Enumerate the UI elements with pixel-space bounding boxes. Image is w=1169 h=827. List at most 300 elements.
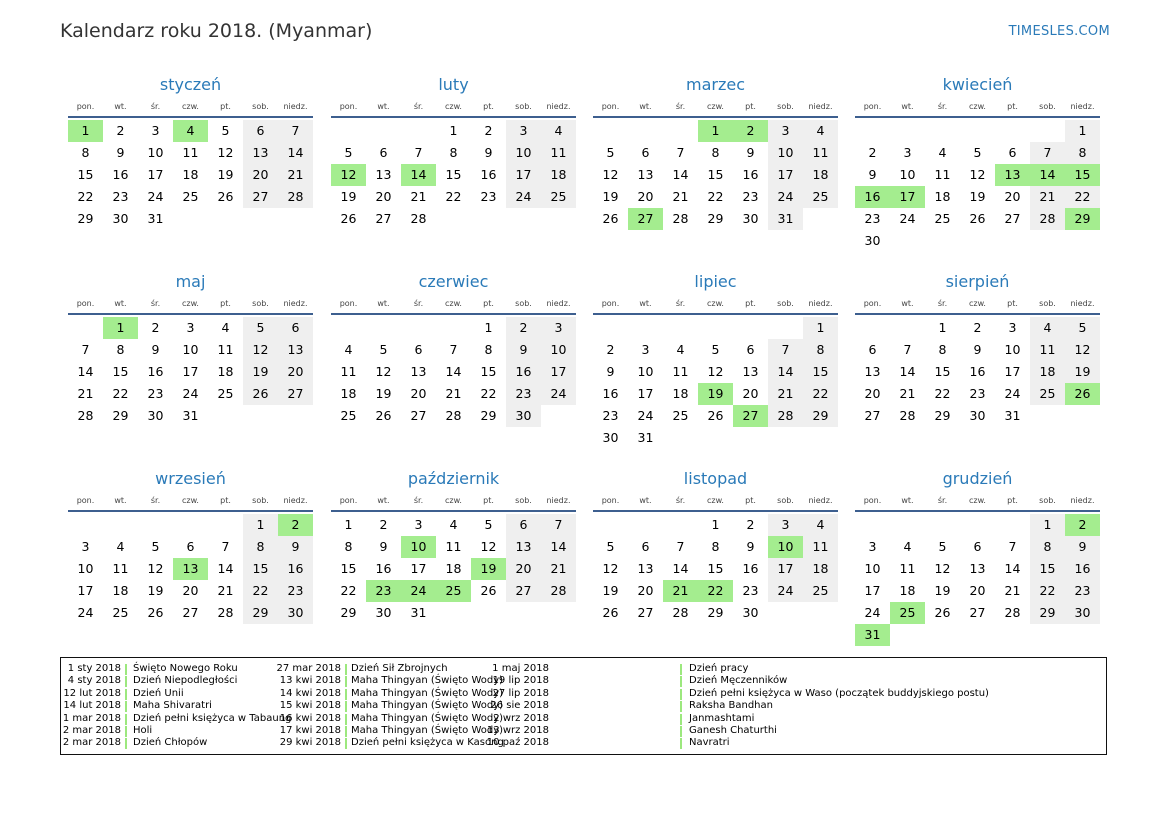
day-cell[interactable]: 10 bbox=[147, 145, 164, 160]
day-cell[interactable]: 15 bbox=[340, 561, 357, 576]
day-cell[interactable]: 6 bbox=[973, 539, 982, 554]
day-cell[interactable]: 23 bbox=[147, 386, 164, 401]
day-cell[interactable]: 31 bbox=[182, 408, 199, 423]
day-cell[interactable]: 18 bbox=[340, 386, 357, 401]
day-cell[interactable]: 8 bbox=[1065, 142, 1100, 164]
day-cell[interactable]: 20 bbox=[742, 386, 759, 401]
day-cell[interactable]: 25 bbox=[890, 602, 925, 624]
day-cell[interactable]: 20 bbox=[506, 558, 541, 580]
day-cell[interactable]: 19 bbox=[243, 361, 278, 383]
day-cell[interactable]: 2 bbox=[506, 317, 541, 339]
day-cell[interactable]: 28 bbox=[672, 211, 689, 226]
day-cell[interactable]: 24 bbox=[864, 605, 881, 620]
day-cell[interactable]: 5 bbox=[711, 342, 720, 357]
day-cell[interactable]: 17 bbox=[637, 386, 654, 401]
day-cell[interactable]: 1 bbox=[103, 317, 138, 339]
day-cell[interactable]: 22 bbox=[698, 580, 733, 602]
day-cell[interactable]: 1 bbox=[243, 514, 278, 536]
day-cell[interactable]: 11 bbox=[803, 536, 838, 558]
day-cell[interactable]: 11 bbox=[541, 142, 576, 164]
day-cell[interactable]: 24 bbox=[768, 186, 803, 208]
day-cell[interactable]: 31 bbox=[410, 605, 427, 620]
day-cell[interactable]: 27 bbox=[628, 208, 663, 230]
day-cell[interactable]: 11 bbox=[217, 342, 234, 357]
day-cell[interactable]: 28 bbox=[541, 580, 576, 602]
day-cell[interactable]: 14 bbox=[1030, 164, 1065, 186]
day-cell[interactable]: 12 bbox=[243, 339, 278, 361]
day-cell[interactable]: 27 bbox=[637, 605, 654, 620]
day-cell[interactable]: 8 bbox=[344, 539, 353, 554]
day-cell[interactable]: 2 bbox=[379, 517, 388, 532]
day-cell[interactable]: 12 bbox=[969, 167, 986, 182]
day-cell[interactable]: 11 bbox=[182, 145, 199, 160]
day-cell[interactable]: 30 bbox=[602, 430, 619, 445]
day-cell[interactable]: 13 bbox=[637, 561, 654, 576]
day-cell[interactable]: 15 bbox=[803, 361, 838, 383]
day-cell[interactable]: 15 bbox=[1065, 164, 1100, 186]
day-cell[interactable]: 31 bbox=[855, 624, 890, 646]
day-cell[interactable]: 16 bbox=[278, 558, 313, 580]
day-cell[interactable]: 25 bbox=[436, 580, 471, 602]
day-cell[interactable]: 26 bbox=[707, 408, 724, 423]
day-cell[interactable]: 17 bbox=[182, 364, 199, 379]
day-cell[interactable]: 16 bbox=[480, 167, 497, 182]
day-cell[interactable]: 16 bbox=[147, 364, 164, 379]
day-cell[interactable]: 1 bbox=[344, 517, 353, 532]
day-cell[interactable]: 23 bbox=[506, 383, 541, 405]
day-cell[interactable]: 2 bbox=[606, 342, 615, 357]
day-cell[interactable]: 20 bbox=[375, 189, 392, 204]
day-cell[interactable]: 19 bbox=[147, 583, 164, 598]
day-cell[interactable]: 7 bbox=[414, 145, 423, 160]
day-cell[interactable]: 2 bbox=[868, 145, 877, 160]
day-cell[interactable]: 29 bbox=[707, 211, 724, 226]
day-cell[interactable]: 26 bbox=[934, 605, 951, 620]
day-cell[interactable]: 3 bbox=[81, 539, 90, 554]
day-cell[interactable]: 24 bbox=[77, 605, 94, 620]
day-cell[interactable]: 12 bbox=[217, 145, 234, 160]
day-cell[interactable]: 20 bbox=[410, 386, 427, 401]
day-cell[interactable]: 15 bbox=[243, 558, 278, 580]
day-cell[interactable]: 2 bbox=[151, 320, 160, 335]
day-cell[interactable]: 30 bbox=[506, 405, 541, 427]
day-cell[interactable]: 10 bbox=[768, 536, 803, 558]
day-cell[interactable]: 11 bbox=[803, 142, 838, 164]
day-cell[interactable]: 21 bbox=[541, 558, 576, 580]
day-cell[interactable]: 7 bbox=[449, 342, 458, 357]
day-cell[interactable]: 14 bbox=[217, 561, 234, 576]
day-cell[interactable]: 22 bbox=[803, 383, 838, 405]
day-cell[interactable]: 1 bbox=[68, 120, 103, 142]
day-cell[interactable]: 14 bbox=[541, 536, 576, 558]
day-cell[interactable]: 22 bbox=[934, 386, 951, 401]
day-cell[interactable]: 7 bbox=[81, 342, 90, 357]
day-cell[interactable]: 28 bbox=[410, 211, 427, 226]
day-cell[interactable]: 13 bbox=[375, 167, 392, 182]
day-cell[interactable]: 25 bbox=[340, 408, 357, 423]
day-cell[interactable]: 30 bbox=[742, 605, 759, 620]
day-cell[interactable]: 1 bbox=[1065, 120, 1100, 142]
day-cell[interactable]: 2 bbox=[973, 320, 982, 335]
day-cell[interactable]: 4 bbox=[938, 145, 947, 160]
day-cell[interactable]: 29 bbox=[1030, 602, 1065, 624]
day-cell[interactable]: 28 bbox=[278, 186, 313, 208]
day-cell[interactable]: 6 bbox=[641, 145, 650, 160]
day-cell[interactable]: 4 bbox=[173, 120, 208, 142]
day-cell[interactable]: 8 bbox=[484, 342, 493, 357]
day-cell[interactable]: 20 bbox=[637, 583, 654, 598]
day-cell[interactable]: 6 bbox=[868, 342, 877, 357]
day-cell[interactable]: 11 bbox=[899, 561, 916, 576]
day-cell[interactable]: 2 bbox=[484, 123, 493, 138]
day-cell[interactable]: 17 bbox=[410, 561, 427, 576]
day-cell[interactable]: 6 bbox=[414, 342, 423, 357]
day-cell[interactable]: 18 bbox=[217, 364, 234, 379]
day-cell[interactable]: 14 bbox=[1004, 561, 1021, 576]
day-cell[interactable]: 22 bbox=[243, 580, 278, 602]
day-cell[interactable]: 30 bbox=[112, 211, 129, 226]
day-cell[interactable]: 21 bbox=[77, 386, 94, 401]
day-cell[interactable]: 24 bbox=[1004, 386, 1021, 401]
day-cell[interactable]: 7 bbox=[768, 339, 803, 361]
day-cell[interactable]: 9 bbox=[116, 145, 125, 160]
day-cell[interactable]: 28 bbox=[899, 408, 916, 423]
day-cell[interactable]: 23 bbox=[864, 211, 881, 226]
day-cell[interactable]: 9 bbox=[868, 167, 877, 182]
day-cell[interactable]: 5 bbox=[938, 539, 947, 554]
day-cell[interactable]: 29 bbox=[480, 408, 497, 423]
day-cell[interactable]: 3 bbox=[414, 517, 423, 532]
day-cell[interactable]: 15 bbox=[707, 561, 724, 576]
day-cell[interactable]: 11 bbox=[340, 364, 357, 379]
day-cell[interactable]: 8 bbox=[1030, 536, 1065, 558]
day-cell[interactable]: 14 bbox=[672, 167, 689, 182]
day-cell[interactable]: 12 bbox=[331, 164, 366, 186]
day-cell[interactable]: 19 bbox=[375, 386, 392, 401]
day-cell[interactable]: 16 bbox=[742, 561, 759, 576]
day-cell[interactable]: 8 bbox=[81, 145, 90, 160]
day-cell[interactable]: 27 bbox=[506, 580, 541, 602]
day-cell[interactable]: 24 bbox=[637, 408, 654, 423]
day-cell[interactable]: 28 bbox=[445, 408, 462, 423]
day-cell[interactable]: 29 bbox=[934, 408, 951, 423]
day-cell[interactable]: 17 bbox=[1004, 364, 1021, 379]
day-cell[interactable]: 14 bbox=[672, 561, 689, 576]
day-cell[interactable]: 25 bbox=[541, 186, 576, 208]
day-cell[interactable]: 28 bbox=[77, 408, 94, 423]
day-cell[interactable]: 30 bbox=[864, 233, 881, 248]
day-cell[interactable]: 3 bbox=[1008, 320, 1017, 335]
day-cell[interactable]: 9 bbox=[278, 536, 313, 558]
day-cell[interactable]: 5 bbox=[221, 123, 230, 138]
day-cell[interactable]: 17 bbox=[541, 361, 576, 383]
day-cell[interactable]: 21 bbox=[1030, 186, 1065, 208]
day-cell[interactable]: 5 bbox=[973, 145, 982, 160]
day-cell[interactable]: 27 bbox=[1004, 211, 1021, 226]
day-cell[interactable]: 24 bbox=[147, 189, 164, 204]
day-cell[interactable]: 25 bbox=[803, 580, 838, 602]
day-cell[interactable]: 8 bbox=[711, 145, 720, 160]
day-cell[interactable]: 9 bbox=[506, 339, 541, 361]
day-cell[interactable]: 30 bbox=[278, 602, 313, 624]
day-cell[interactable]: 9 bbox=[484, 145, 493, 160]
day-cell[interactable]: 4 bbox=[1030, 317, 1065, 339]
day-cell[interactable]: 30 bbox=[1065, 602, 1100, 624]
day-cell[interactable]: 25 bbox=[182, 189, 199, 204]
day-cell[interactable]: 6 bbox=[243, 120, 278, 142]
day-cell[interactable]: 13 bbox=[278, 339, 313, 361]
day-cell[interactable]: 19 bbox=[217, 167, 234, 182]
day-cell[interactable]: 7 bbox=[676, 539, 685, 554]
day-cell[interactable]: 25 bbox=[803, 186, 838, 208]
day-cell[interactable]: 22 bbox=[112, 386, 129, 401]
day-cell[interactable]: 10 bbox=[182, 342, 199, 357]
day-cell[interactable]: 4 bbox=[803, 514, 838, 536]
day-cell[interactable]: 18 bbox=[803, 164, 838, 186]
day-cell[interactable]: 21 bbox=[278, 164, 313, 186]
day-cell[interactable]: 15 bbox=[112, 364, 129, 379]
day-cell[interactable]: 24 bbox=[506, 186, 541, 208]
day-cell[interactable]: 26 bbox=[243, 383, 278, 405]
day-cell[interactable]: 10 bbox=[506, 142, 541, 164]
day-cell[interactable]: 8 bbox=[243, 536, 278, 558]
day-cell[interactable]: 20 bbox=[278, 361, 313, 383]
day-cell[interactable]: 27 bbox=[278, 383, 313, 405]
day-cell[interactable]: 11 bbox=[445, 539, 462, 554]
day-cell[interactable]: 10 bbox=[899, 167, 916, 182]
day-cell[interactable]: 26 bbox=[1065, 383, 1100, 405]
day-cell[interactable]: 1 bbox=[1030, 514, 1065, 536]
day-cell[interactable]: 13 bbox=[995, 164, 1030, 186]
day-cell[interactable]: 6 bbox=[641, 539, 650, 554]
day-cell[interactable]: 21 bbox=[410, 189, 427, 204]
day-cell[interactable]: 13 bbox=[637, 167, 654, 182]
day-cell[interactable]: 30 bbox=[969, 408, 986, 423]
day-cell[interactable]: 5 bbox=[606, 145, 615, 160]
day-cell[interactable]: 23 bbox=[480, 189, 497, 204]
day-cell[interactable]: 27 bbox=[243, 186, 278, 208]
day-cell[interactable]: 21 bbox=[899, 386, 916, 401]
day-cell[interactable]: 7 bbox=[1030, 142, 1065, 164]
day-cell[interactable]: 7 bbox=[903, 342, 912, 357]
day-cell[interactable]: 19 bbox=[698, 383, 733, 405]
day-cell[interactable]: 18 bbox=[1030, 361, 1065, 383]
day-cell[interactable]: 16 bbox=[1065, 558, 1100, 580]
day-cell[interactable]: 28 bbox=[217, 605, 234, 620]
day-cell[interactable]: 22 bbox=[1030, 580, 1065, 602]
day-cell[interactable]: 12 bbox=[602, 561, 619, 576]
day-cell[interactable]: 12 bbox=[1065, 339, 1100, 361]
day-cell[interactable]: 16 bbox=[742, 167, 759, 182]
day-cell[interactable]: 1 bbox=[484, 320, 493, 335]
day-cell[interactable]: 10 bbox=[637, 364, 654, 379]
day-cell[interactable]: 15 bbox=[1030, 558, 1065, 580]
day-cell[interactable]: 22 bbox=[1065, 186, 1100, 208]
day-cell[interactable]: 9 bbox=[379, 539, 388, 554]
day-cell[interactable]: 5 bbox=[1065, 317, 1100, 339]
day-cell[interactable]: 4 bbox=[803, 120, 838, 142]
day-cell[interactable]: 10 bbox=[541, 339, 576, 361]
day-cell[interactable]: 22 bbox=[707, 189, 724, 204]
day-cell[interactable]: 10 bbox=[768, 142, 803, 164]
day-cell[interactable]: 13 bbox=[742, 364, 759, 379]
day-cell[interactable]: 27 bbox=[733, 405, 768, 427]
day-cell[interactable]: 8 bbox=[711, 539, 720, 554]
day-cell[interactable]: 27 bbox=[410, 408, 427, 423]
day-cell[interactable]: 3 bbox=[641, 342, 650, 357]
day-cell[interactable]: 8 bbox=[449, 145, 458, 160]
day-cell[interactable]: 18 bbox=[899, 583, 916, 598]
day-cell[interactable]: 17 bbox=[77, 583, 94, 598]
day-cell[interactable]: 17 bbox=[768, 558, 803, 580]
day-cell[interactable]: 19 bbox=[1065, 361, 1100, 383]
day-cell[interactable]: 12 bbox=[375, 364, 392, 379]
day-cell[interactable]: 26 bbox=[375, 408, 392, 423]
day-cell[interactable]: 16 bbox=[969, 364, 986, 379]
site-link[interactable]: TIMESLES.COM bbox=[1008, 24, 1110, 39]
day-cell[interactable]: 28 bbox=[768, 405, 803, 427]
day-cell[interactable]: 3 bbox=[506, 120, 541, 142]
day-cell[interactable]: 14 bbox=[899, 364, 916, 379]
day-cell[interactable]: 21 bbox=[1004, 583, 1021, 598]
day-cell[interactable]: 14 bbox=[278, 142, 313, 164]
day-cell[interactable]: 2 bbox=[1065, 514, 1100, 536]
day-cell[interactable]: 1 bbox=[938, 320, 947, 335]
day-cell[interactable]: 14 bbox=[768, 361, 803, 383]
day-cell[interactable]: 6 bbox=[186, 539, 195, 554]
day-cell[interactable]: 13 bbox=[410, 364, 427, 379]
day-cell[interactable]: 1 bbox=[449, 123, 458, 138]
day-cell[interactable]: 17 bbox=[768, 164, 803, 186]
day-cell[interactable]: 19 bbox=[471, 558, 506, 580]
day-cell[interactable]: 24 bbox=[182, 386, 199, 401]
day-cell[interactable]: 25 bbox=[934, 211, 951, 226]
day-cell[interactable]: 13 bbox=[243, 142, 278, 164]
day-cell[interactable]: 9 bbox=[746, 539, 755, 554]
day-cell[interactable]: 3 bbox=[868, 539, 877, 554]
day-cell[interactable]: 6 bbox=[746, 342, 755, 357]
day-cell[interactable]: 8 bbox=[938, 342, 947, 357]
day-cell[interactable]: 13 bbox=[969, 561, 986, 576]
day-cell[interactable]: 31 bbox=[768, 208, 803, 230]
day-cell[interactable]: 25 bbox=[672, 408, 689, 423]
day-cell[interactable]: 25 bbox=[112, 605, 129, 620]
day-cell[interactable]: 24 bbox=[401, 580, 436, 602]
day-cell[interactable]: 29 bbox=[707, 605, 724, 620]
day-cell[interactable]: 9 bbox=[973, 342, 982, 357]
day-cell[interactable]: 25 bbox=[1030, 383, 1065, 405]
day-cell[interactable]: 11 bbox=[1030, 339, 1065, 361]
day-cell[interactable]: 26 bbox=[340, 211, 357, 226]
day-cell[interactable]: 17 bbox=[506, 164, 541, 186]
day-cell[interactable]: 13 bbox=[864, 364, 881, 379]
day-cell[interactable]: 27 bbox=[375, 211, 392, 226]
day-cell[interactable]: 19 bbox=[340, 189, 357, 204]
day-cell[interactable]: 23 bbox=[278, 580, 313, 602]
day-cell[interactable]: 18 bbox=[672, 386, 689, 401]
day-cell[interactable]: 30 bbox=[375, 605, 392, 620]
day-cell[interactable]: 1 bbox=[698, 120, 733, 142]
day-cell[interactable]: 12 bbox=[480, 539, 497, 554]
day-cell[interactable]: 20 bbox=[1004, 189, 1021, 204]
day-cell[interactable]: 20 bbox=[864, 386, 881, 401]
day-cell[interactable]: 2 bbox=[733, 120, 768, 142]
day-cell[interactable]: 27 bbox=[969, 605, 986, 620]
day-cell[interactable]: 24 bbox=[768, 580, 803, 602]
day-cell[interactable]: 4 bbox=[449, 517, 458, 532]
day-cell[interactable]: 16 bbox=[602, 386, 619, 401]
day-cell[interactable]: 21 bbox=[768, 383, 803, 405]
day-cell[interactable]: 2 bbox=[278, 514, 313, 536]
day-cell[interactable]: 19 bbox=[969, 189, 986, 204]
day-cell[interactable]: 8 bbox=[803, 339, 838, 361]
day-cell[interactable]: 20 bbox=[969, 583, 986, 598]
day-cell[interactable]: 10 bbox=[401, 536, 436, 558]
day-cell[interactable]: 23 bbox=[1065, 580, 1100, 602]
day-cell[interactable]: 7 bbox=[676, 145, 685, 160]
day-cell[interactable]: 17 bbox=[890, 186, 925, 208]
day-cell[interactable]: 29 bbox=[112, 408, 129, 423]
day-cell[interactable]: 18 bbox=[541, 164, 576, 186]
day-cell[interactable]: 15 bbox=[480, 364, 497, 379]
day-cell[interactable]: 7 bbox=[221, 539, 230, 554]
day-cell[interactable]: 26 bbox=[602, 211, 619, 226]
day-cell[interactable]: 5 bbox=[379, 342, 388, 357]
day-cell[interactable]: 11 bbox=[934, 167, 951, 182]
day-cell[interactable]: 12 bbox=[602, 167, 619, 182]
day-cell[interactable]: 4 bbox=[116, 539, 125, 554]
day-cell[interactable]: 17 bbox=[147, 167, 164, 182]
day-cell[interactable]: 6 bbox=[1008, 145, 1017, 160]
day-cell[interactable]: 29 bbox=[803, 405, 838, 427]
day-cell[interactable]: 26 bbox=[969, 211, 986, 226]
day-cell[interactable]: 6 bbox=[506, 514, 541, 536]
day-cell[interactable]: 10 bbox=[1004, 342, 1021, 357]
day-cell[interactable]: 23 bbox=[366, 580, 401, 602]
day-cell[interactable]: 4 bbox=[903, 539, 912, 554]
day-cell[interactable]: 4 bbox=[541, 120, 576, 142]
day-cell[interactable]: 9 bbox=[1065, 536, 1100, 558]
day-cell[interactable]: 23 bbox=[969, 386, 986, 401]
day-cell[interactable]: 11 bbox=[112, 561, 129, 576]
day-cell[interactable]: 24 bbox=[541, 383, 576, 405]
day-cell[interactable]: 21 bbox=[663, 580, 698, 602]
day-cell[interactable]: 12 bbox=[934, 561, 951, 576]
day-cell[interactable]: 16 bbox=[375, 561, 392, 576]
day-cell[interactable]: 26 bbox=[480, 583, 497, 598]
day-cell[interactable]: 20 bbox=[182, 583, 199, 598]
day-cell[interactable]: 20 bbox=[243, 164, 278, 186]
day-cell[interactable]: 18 bbox=[934, 189, 951, 204]
day-cell[interactable]: 26 bbox=[602, 605, 619, 620]
day-cell[interactable]: 14 bbox=[77, 364, 94, 379]
day-cell[interactable]: 7 bbox=[541, 514, 576, 536]
day-cell[interactable]: 13 bbox=[173, 558, 208, 580]
day-cell[interactable]: 11 bbox=[672, 364, 689, 379]
day-cell[interactable]: 7 bbox=[278, 120, 313, 142]
day-cell[interactable]: 5 bbox=[606, 539, 615, 554]
day-cell[interactable]: 19 bbox=[602, 583, 619, 598]
day-cell[interactable]: 10 bbox=[77, 561, 94, 576]
day-cell[interactable]: 6 bbox=[379, 145, 388, 160]
day-cell[interactable]: 29 bbox=[77, 211, 94, 226]
day-cell[interactable]: 29 bbox=[1065, 208, 1100, 230]
day-cell[interactable]: 18 bbox=[803, 558, 838, 580]
day-cell[interactable]: 18 bbox=[112, 583, 129, 598]
day-cell[interactable]: 2 bbox=[116, 123, 125, 138]
day-cell[interactable]: 5 bbox=[151, 539, 160, 554]
day-cell[interactable]: 25 bbox=[217, 386, 234, 401]
